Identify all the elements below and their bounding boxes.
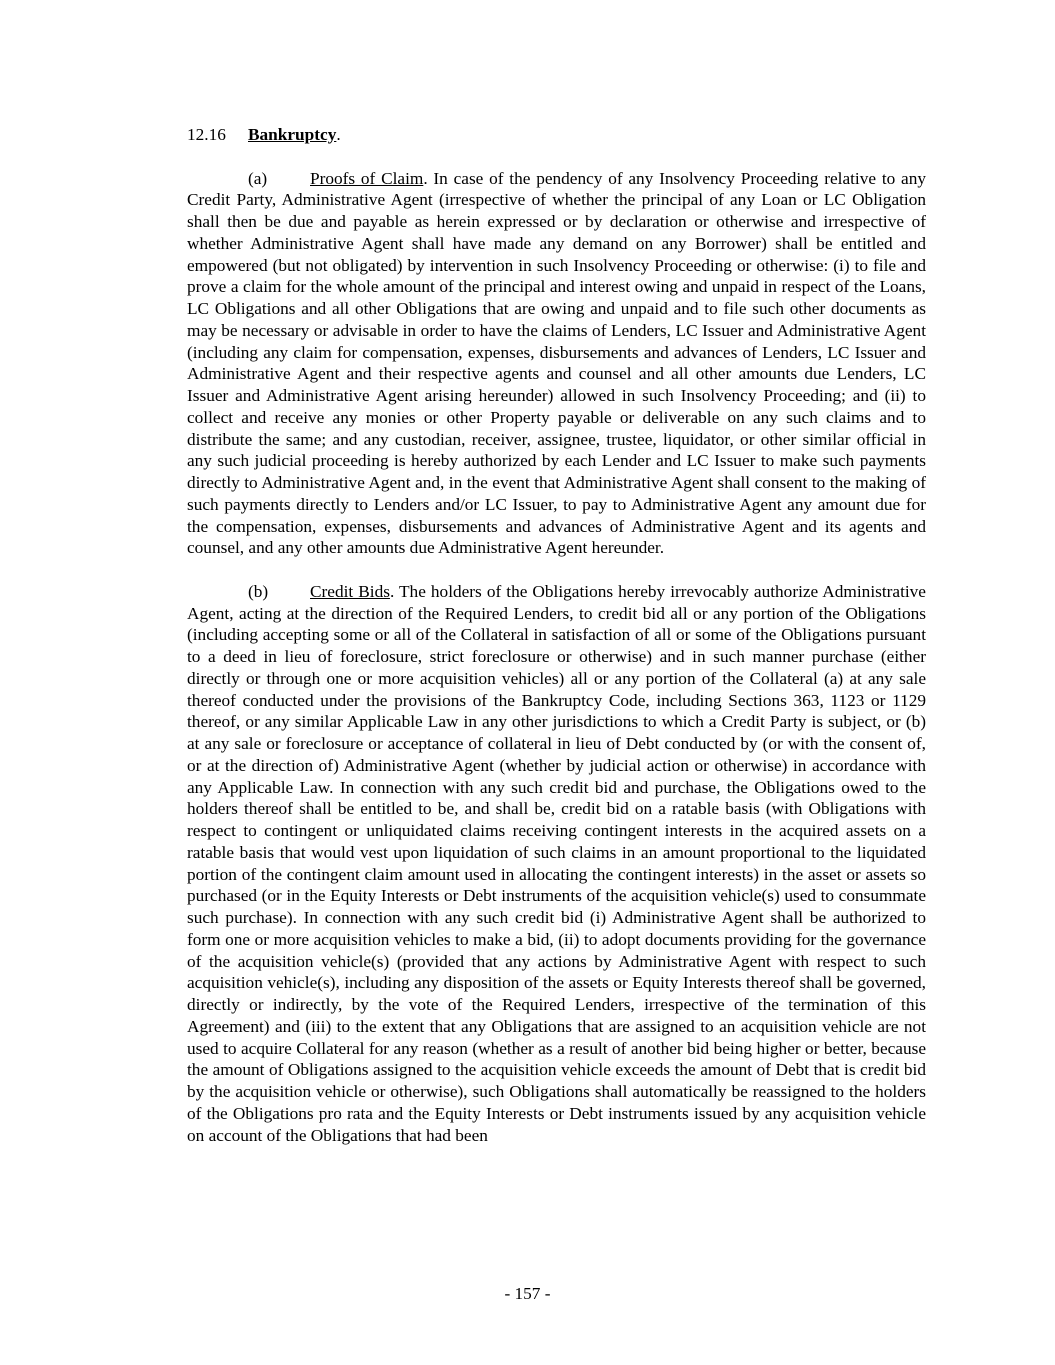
paragraph-body: . The holders of the Obligations hereby irrevocably authorize Administrative Agent, acting at the direction of the Required Lenders, to credit bid all or any portion of the Obligations (including accepting some or all of the Collateral in satisfaction of all or some of the Obligations pursuant to a deed in lieu of foreclosure, strict foreclosure or otherwise) and in such manner purchase (either directly or through one or more acquisition vehicles) all or any portion of the Collateral (a) at any sale thereof conducted under the provisions of the Bankruptcy Code, including Sections 363, 1123 or 1129 thereof, or any similar Applicable Law in any other jurisdictions to which a Credit Party is subject, or (b) at any sale or foreclosure or acceptance of collateral in lieu of Debt conducted by (or with the consent of, or at the direction of) Administrative Agent (whether by judicial action or otherwise) in accordance with any Applicable Law. In connection with any such credit bid and purchase, the Obligations owed to the holders thereof shall be entitled to be, and shall be, credit bid on a ratable basis (with Obligations with respect to contingent or unliquidated claims receiving contingent interests in the acquired assets on a ratable basis that would vest upon liquidation of such claims in an amount proportional to the liquidated portion of the contingent claim amount used in allocating the contingent interests) in the asset or assets so purchased (or in the Equity Interests or Debt instruments of the acquisition vehicle(s) used to consummate such purchase). In connection with any such credit bid (i) Administrative Agent shall be authorized to form one or more acquisition vehicles to make a bid, (ii) to adopt documents providing for the governance of the acquisition vehicle(s) (provided that any actions by Administrative Agent with respect to such acquisition vehicle(s), including any disposition of the assets or Equity Interests thereof shall be governed, directly or indirectly, by the vote of the Required Lenders, irrespective of the termination of this Agreement) and (iii) to the extent that any Obligations that are assigned to an acquisition vehicle are not used to acquire Collateral for any reason (whether as a result of another bid being higher or better, because the amount of Obligations assigned to the acquisition vehicle exceeds the amount of Debt that is credit bid by the acquisition vehicle or otherwise), such Obligations shall automatically be reassigned to the holders of the Obligations pro rata and the Equity Interests or Debt instruments issued by any acquisition vehicle on account of the Obligations that had been (187, 581, 926, 1145)
paragraph-label: (b) (248, 581, 269, 601)
paragraph-label: (a) (248, 168, 268, 188)
section-title: Bankruptcy (248, 125, 337, 144)
section-number: 12.16 (187, 125, 226, 144)
paragraph-caption: Credit Bids (310, 581, 390, 601)
paragraph-proofs-of-claim (187, 168, 926, 560)
paragraph-body: . In case of the pendency of any Insolvency Proceeding relative to any Credit Party, Administrative Agent (irrespective of whether the principal of any Loan or LC Obligation shall then be due and payable as herein expressed or by declaration or otherwise and irrespective of whether Administrative Agent shall have made any demand on any Borrower) shall be entitled and empowered (but not obligated) by intervention in such Insolvency Proceeding or otherwise: (i) to file and prove a claim for the whole amount of the principal and interest owing and unpaid in respect of the Loans, LC Obligations and all other Obligations that are owing and unpaid and to file such other documents as may be necessary or advisable in order to have the claims of Lenders, LC Issuer and Administrative Agent (including any claim for compensation, expenses, disbursements and advances of Lenders, LC Issuer and Administrative Agent and their respective agents and counsel and all other amounts due Lenders, LC Issuer and Administrative Agent arising hereunder) allowed in such Insolvency Proceeding; and (ii) to collect and receive any monies or other Property payable or deliverable on any such claims and to distribute the same; and any custodian, receiver, assignee, trustee, liquidator, or other similar official in any such judicial proceeding is hereby authorized by each Lender and LC Issuer to make such payments directly to Administrative Agent and, in the event that Administrative Agent shall consent to the making of such payments directly to Lenders and/or LC Issuer, to pay to Administrative Agent any amount due for the compensation, expenses, disbursements and advances of Administrative Agent and its agents and counsel, and any other amounts due Administrative Agent hereunder. (187, 168, 926, 558)
section-heading (187, 124, 926, 146)
page-number: - 157 - (504, 1284, 551, 1303)
paragraph-credit-bids (187, 581, 926, 1147)
section-title-period: . (336, 125, 341, 144)
paragraph-caption: Proofs of Claim (310, 168, 424, 188)
document-page (187, 124, 926, 1168)
